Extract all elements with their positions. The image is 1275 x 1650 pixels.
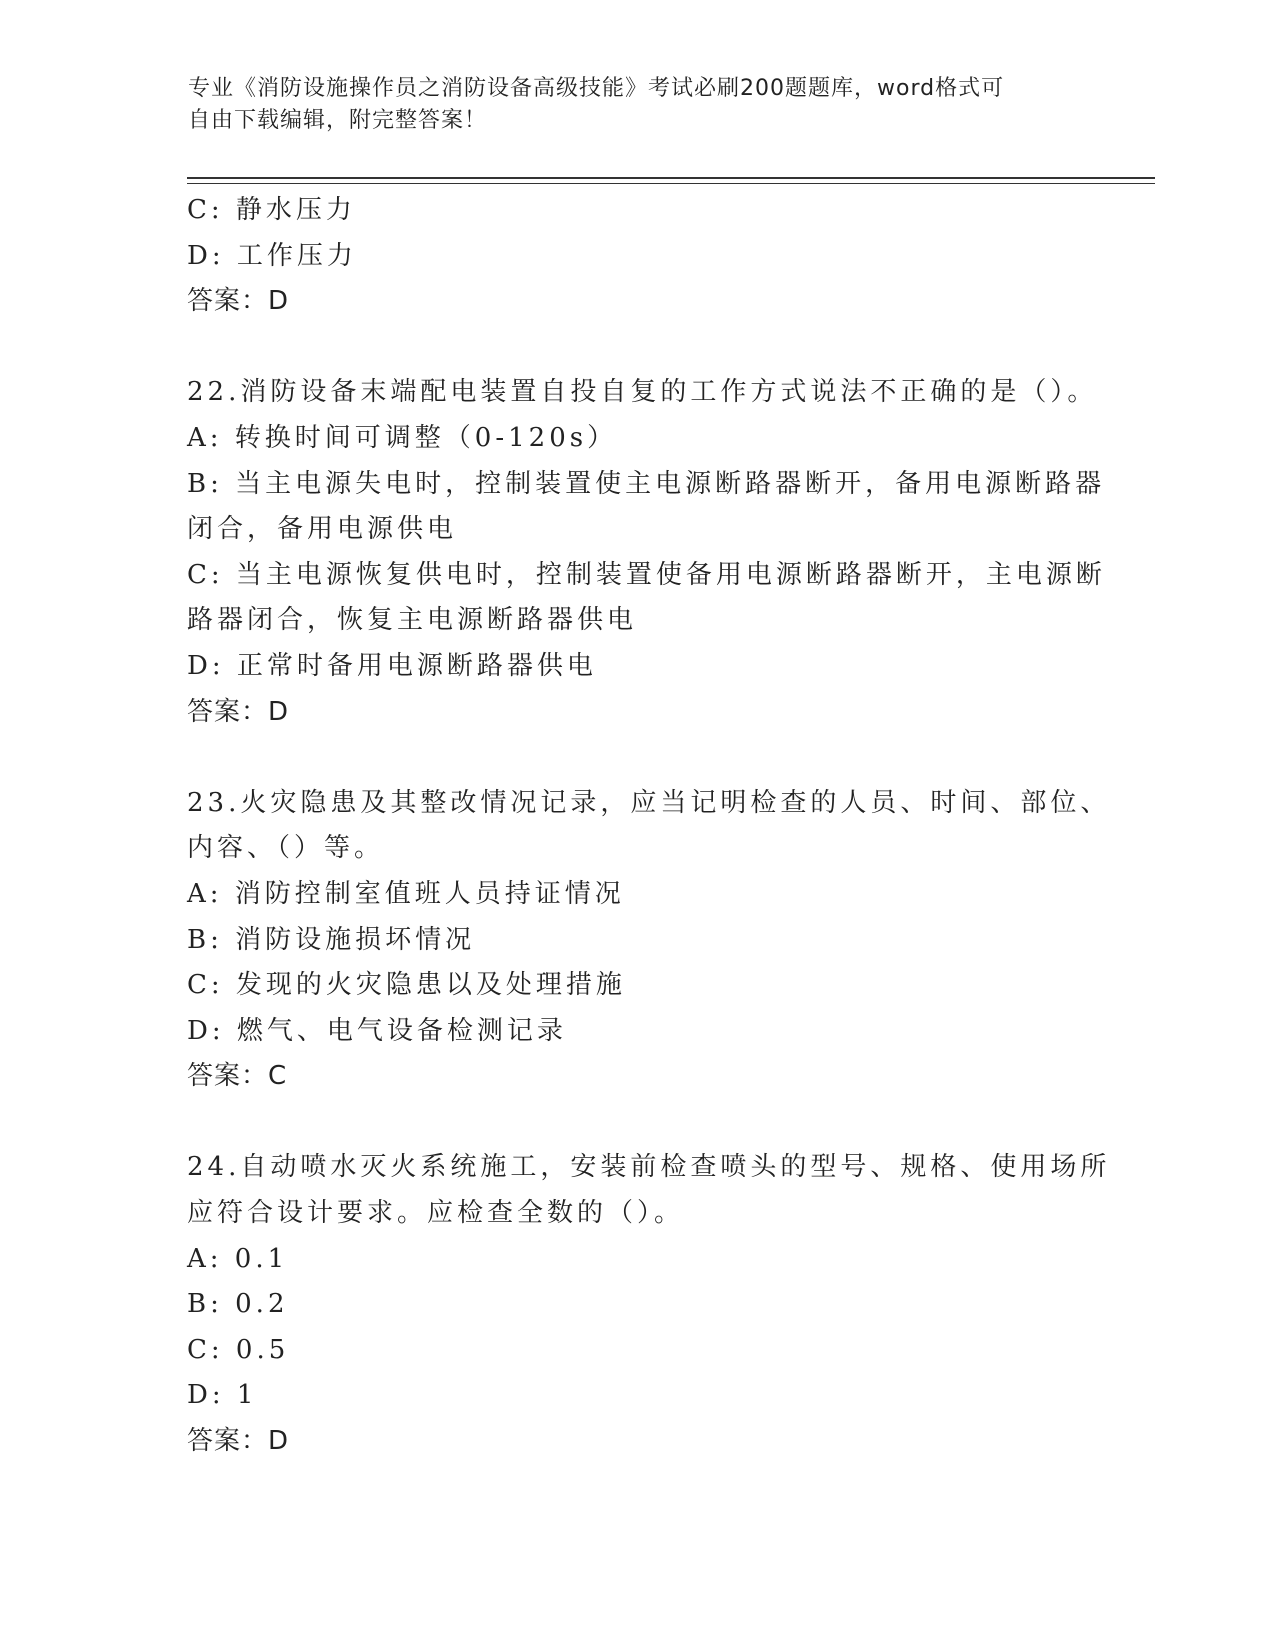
option-c: C: 当主电源恢复供电时，控制装置使备用电源断路器断开，主电源断 [187, 559, 1106, 590]
option-b-continued: 闭合，备用电源供电 [187, 514, 458, 545]
question-stem: 23.火灾隐患及其整改情况记录，应当记明检查的人员、时间、部位、 [187, 787, 1111, 818]
document-body [187, 188, 1111, 1465]
header-line-2: 自由下载编辑，附完整答案！ [188, 108, 488, 133]
answer-line: 答案：D [187, 286, 290, 317]
header-rule-thin [187, 183, 1155, 184]
question-stem: 22.消防设备末端配电装置自投自复的工作方式说法不正确的是（）。 [187, 377, 1098, 408]
answer-line: 答案：C [187, 1061, 288, 1092]
document-header [188, 73, 1088, 137]
option-d: D: 燃气、电气设备检测记录 [187, 1015, 567, 1046]
question-22 [187, 370, 1106, 735]
spacer [187, 325, 1087, 371]
question-stem-continued: 内容、（）等。 [187, 833, 385, 864]
answer-line: 答案：D [187, 696, 290, 727]
question-23 [187, 781, 1111, 1100]
option-a: A: 0.1 [187, 1243, 289, 1274]
option-c-continued: 路器闭合，恢复主电源断路器供电 [187, 605, 638, 636]
spacer [187, 1100, 1087, 1146]
option-b: B: 当主电源失电时，控制装置使主电源断路器断开，备用电源断路器 [187, 468, 1106, 499]
previous-question-tail [187, 188, 1087, 325]
question-stem-continued: 应符合设计要求。应检查全数的（）。 [187, 1198, 685, 1229]
answer-line: 答案：D [187, 1426, 290, 1457]
option-c: C: 0.5 [187, 1334, 290, 1365]
option-d: D: 工作压力 [187, 240, 357, 271]
question-stem: 24.自动喷水灭火系统施工，安装前检查喷头的型号、规格、使用场所 [187, 1152, 1111, 1183]
option-c: C: 发现的火灾隐患以及处理措施 [187, 970, 626, 1001]
option-a: A: 转换时间可调整（0-120s） [187, 422, 618, 453]
header-rule-thick [187, 177, 1155, 179]
option-b: B: 消防设施损坏情况 [187, 924, 476, 955]
option-a: A: 消防控制室值班人员持证情况 [187, 878, 625, 909]
question-24 [187, 1145, 1111, 1464]
option-c: C: 静水压力 [187, 195, 356, 225]
header-line-1: 专业《消防设施操作员之消防设备高级技能》考试必刷200题题库，word格式可 [188, 76, 1005, 101]
option-b: B: 0.2 [187, 1289, 289, 1320]
option-d: D: 正常时备用电源断路器供电 [187, 650, 597, 681]
spacer [187, 735, 1087, 781]
option-d: D: 1 [187, 1380, 258, 1411]
